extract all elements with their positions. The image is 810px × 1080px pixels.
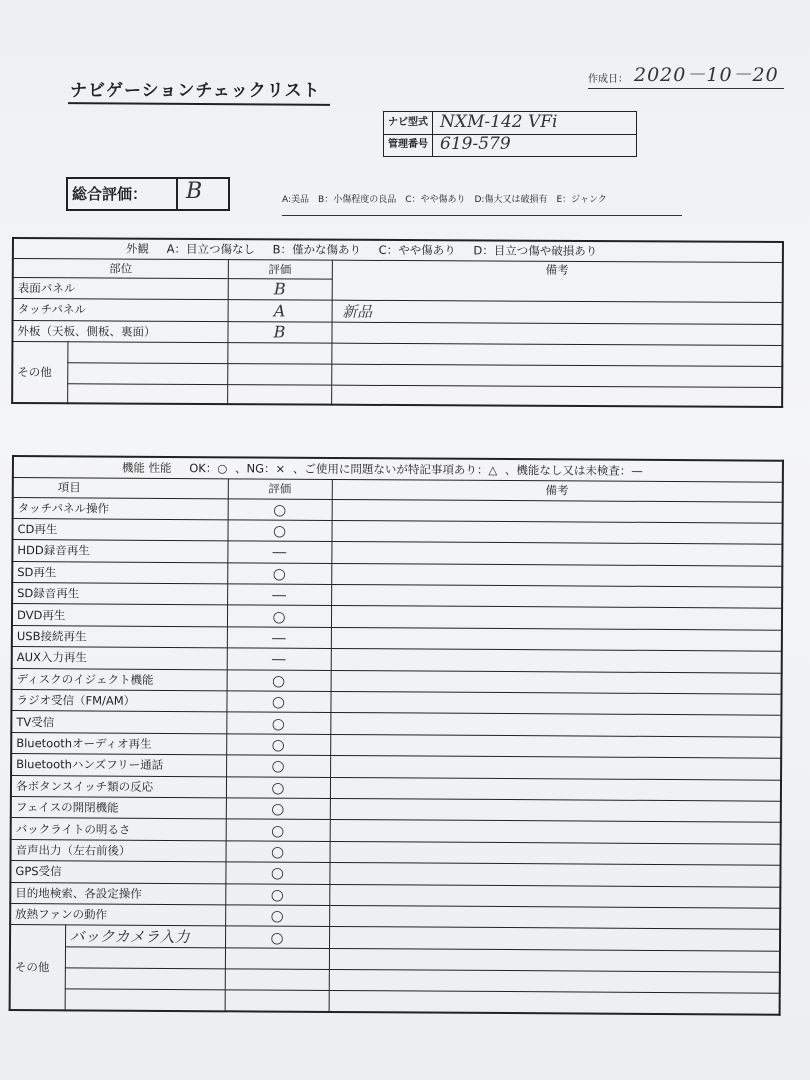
function-row-rating: ○ bbox=[226, 755, 330, 777]
function-row-remarks bbox=[330, 841, 781, 865]
exterior-other-rating bbox=[227, 384, 331, 405]
exterior-table bbox=[11, 237, 784, 408]
function-row-remarks bbox=[329, 905, 780, 929]
function-row-rating: ○ bbox=[226, 734, 330, 756]
model-type-row bbox=[384, 112, 636, 135]
model-type-label: ナビ型式 bbox=[384, 112, 433, 134]
function-row-rating: ○ bbox=[226, 712, 330, 734]
mgmt-number-label: 管理番号 bbox=[384, 134, 433, 156]
function-row-rating: ○ bbox=[225, 883, 329, 905]
function-other-remarks bbox=[329, 991, 780, 1015]
function-row-item: 目的地検索、各設定操作 bbox=[10, 882, 225, 905]
function-row-item: SD録音再生 bbox=[12, 583, 227, 606]
function-row-rating: ○ bbox=[227, 669, 331, 691]
function-row-remarks bbox=[330, 777, 781, 801]
function-row-item: Bluetoothオーディオ再生 bbox=[11, 732, 226, 755]
function-row-rating: ○ bbox=[226, 691, 330, 713]
function-row-rating: — bbox=[227, 584, 331, 606]
function-row-remarks bbox=[331, 606, 782, 630]
function-other-row bbox=[10, 989, 780, 1015]
exterior-row-remarks bbox=[331, 322, 782, 345]
function-other-item bbox=[65, 947, 225, 969]
function-row-rating: ○ bbox=[226, 798, 330, 820]
function-row-rating: ○ bbox=[225, 905, 329, 927]
function-row-remarks bbox=[331, 649, 782, 673]
function-row-rating: — bbox=[227, 648, 331, 670]
function-row-remarks bbox=[331, 670, 782, 694]
function-row-item: 放熱ファンの動作 bbox=[10, 903, 225, 926]
exterior-row-item: 表面パネル bbox=[13, 277, 228, 299]
function-row-remarks bbox=[331, 585, 782, 609]
function-row-rating: — bbox=[227, 627, 331, 649]
legend-rule bbox=[282, 215, 682, 216]
function-other-remarks bbox=[329, 970, 780, 994]
exterior-title: 外観 bbox=[125, 241, 149, 256]
function-row-rating: ○ bbox=[226, 776, 330, 798]
exterior-scale-c: C：やや傷あり bbox=[378, 243, 456, 258]
function-row-remarks bbox=[332, 499, 783, 523]
function-row-remarks bbox=[329, 884, 780, 908]
function-other-rating bbox=[225, 969, 329, 991]
overall-rating-value: B bbox=[186, 179, 203, 204]
function-row-item: GPS受信 bbox=[10, 861, 225, 884]
function-row-rating: ○ bbox=[228, 498, 332, 520]
exterior-other-item bbox=[67, 341, 227, 363]
exterior-other-rating bbox=[227, 342, 331, 364]
function-row-item: AUX入力再生 bbox=[12, 647, 227, 670]
exterior-row-item: タッチパネル bbox=[13, 298, 228, 321]
function-row-remarks bbox=[331, 627, 782, 651]
mgmt-number-value: 619-579 bbox=[440, 134, 511, 154]
function-title: 機能 性能 bbox=[121, 460, 172, 475]
function-other-remarks bbox=[329, 949, 780, 973]
exterior-scale-b: B：僅かな傷あり bbox=[272, 242, 362, 258]
function-row-item: TV受信 bbox=[11, 711, 226, 734]
exterior-row-rating: B bbox=[227, 321, 331, 343]
function-other-rating: ○ bbox=[225, 926, 329, 949]
function-row-item: ラジオ受信（FM/AM） bbox=[11, 690, 226, 713]
overall-divider bbox=[176, 179, 178, 209]
function-row-remarks bbox=[330, 691, 781, 715]
function-row-rating: ○ bbox=[226, 819, 330, 841]
function-row-rating: ○ bbox=[227, 520, 331, 542]
function-table bbox=[9, 455, 784, 1016]
exterior-other-remarks bbox=[331, 364, 782, 387]
exterior-other-remarks bbox=[331, 343, 782, 366]
overall-rating-label: 総合評価： bbox=[72, 185, 148, 203]
function-other-rating bbox=[225, 948, 329, 970]
function-other-remarks bbox=[329, 927, 780, 952]
function-other-item: バックカメラ入力 bbox=[65, 925, 225, 948]
col-rating-header: 評価 bbox=[228, 478, 332, 499]
exterior-other-label: その他 bbox=[12, 341, 67, 403]
function-row-item: CD再生 bbox=[12, 518, 227, 541]
function-row-item: SD再生 bbox=[12, 561, 227, 584]
function-row-rating: ○ bbox=[225, 862, 329, 884]
function-row-item: USB接続再生 bbox=[12, 625, 227, 648]
function-row-item: Bluetoothハンズフリー通話 bbox=[11, 754, 226, 777]
created-date-label: 作成日： bbox=[588, 74, 628, 85]
function-row-remarks bbox=[329, 863, 780, 887]
function-row-item: タッチパネル操作 bbox=[13, 497, 228, 520]
created-date-rule bbox=[588, 88, 784, 89]
rating-legend: A:美品 B：小傷程度の良品 C：やや傷あり D:傷大又は破損有 E：ジャンク bbox=[282, 195, 607, 205]
exterior-scale-d: D：目立つ傷や破損あり bbox=[473, 243, 598, 259]
exterior-row-item: 外板（天板、側板、裏面） bbox=[12, 320, 227, 342]
function-row-remarks bbox=[330, 734, 781, 758]
exterior-scale-a: A：目立つ傷なし bbox=[166, 242, 256, 257]
function-row-item: フェイスの開閉機能 bbox=[11, 796, 226, 819]
exterior-other-remarks bbox=[331, 385, 782, 407]
col-remarks-header: 備考 bbox=[332, 479, 783, 502]
function-row-item: 各ボタンスイッチ類の反応 bbox=[11, 775, 226, 798]
col-part-header: 部位 bbox=[13, 258, 228, 278]
function-row-item: ディスクのイジェクト機能 bbox=[12, 668, 227, 691]
mgmt-number-row bbox=[384, 134, 636, 156]
overall-rating-box bbox=[66, 177, 230, 211]
function-scale-ok: OK：○ bbox=[189, 460, 228, 476]
function-row-rating: — bbox=[227, 541, 331, 563]
function-other-item bbox=[65, 989, 225, 1011]
exterior-other-item bbox=[67, 362, 227, 384]
function-row-item: バックライトの明るさ bbox=[11, 818, 226, 841]
title-underline bbox=[68, 102, 330, 106]
function-other-label: その他 bbox=[10, 925, 66, 1010]
function-row-remarks bbox=[330, 756, 781, 780]
function-row-remarks bbox=[330, 713, 781, 737]
exterior-row-remarks: 新品 bbox=[332, 300, 783, 324]
function-row-remarks bbox=[331, 520, 782, 544]
function-scale-none: 、機能なし又は未検査：— bbox=[504, 462, 643, 478]
col-rating-header: 評価 bbox=[228, 259, 332, 279]
col-remarks-header: 備考 bbox=[332, 260, 783, 302]
function-scale-note: 、ご使用に問題ないが特記事項あり：△ bbox=[292, 461, 498, 477]
function-row-item: DVD再生 bbox=[12, 604, 227, 627]
function-row-rating: ○ bbox=[227, 562, 331, 584]
function-row-remarks bbox=[331, 542, 782, 566]
function-row-item: HDD録音再生 bbox=[12, 540, 227, 563]
col-item-header: 項目 bbox=[13, 477, 228, 498]
model-type-value: NXM-142 VFi bbox=[440, 112, 558, 132]
function-row-remarks bbox=[330, 798, 781, 822]
page-title: ナビゲーションチェックリスト bbox=[70, 81, 321, 101]
created-date-value: 2020－10－20 bbox=[634, 64, 779, 86]
function-row-rating: ○ bbox=[226, 841, 330, 863]
function-scale-ng: 、NG：× bbox=[234, 461, 286, 476]
exterior-other-item bbox=[67, 383, 227, 404]
function-row-remarks bbox=[330, 820, 781, 844]
function-row-remarks bbox=[331, 563, 782, 587]
exterior-other-rating bbox=[227, 363, 331, 385]
exterior-row-rating: A bbox=[228, 299, 332, 322]
function-other-item bbox=[65, 968, 225, 990]
function-row-rating: ○ bbox=[227, 605, 331, 627]
exterior-row-rating: B bbox=[228, 278, 332, 300]
function-row-item: 音声出力（左右前後） bbox=[11, 839, 226, 862]
function-other-rating bbox=[225, 990, 329, 1012]
model-info-box bbox=[383, 111, 637, 157]
